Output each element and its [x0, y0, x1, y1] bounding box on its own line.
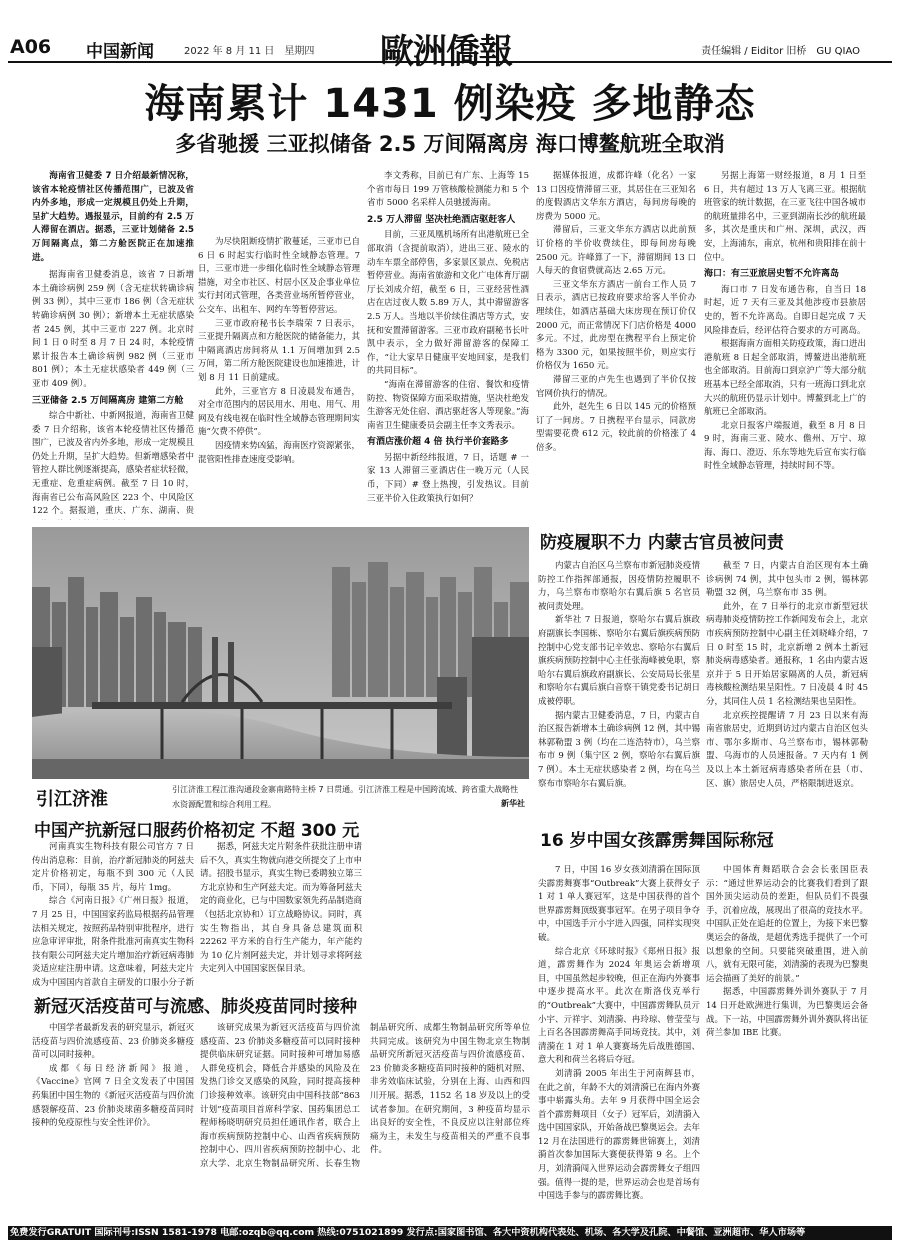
paragraph: 为尽快阻断疫情扩散蔓延，三亚市已自 6 日 6 时起实行临时性全域静态管理。7 日，三亚市进一步细化临时性全域静态管理措施，对全市社区、村居小区及企事业单位实行封闭式管理，各类营业场所暂停营业，公交车、出租车、网约车等暂停营运。	[198, 237, 360, 315]
main-headline: 海南累计 1431 例染疫 多地静态	[144, 81, 756, 127]
paragraph: 刘清漪 2005 年出生于河南辉县市，在此之前，年龄不大的刘清漪已在海内外赛事中崭露头角。去年 9 月获得中国全运会首个霹雳舞项目（女子）冠军后，刘清漪入选中国国家队，开始备战巴黎奥运会。去年 12 月在法国进行的霹雳舞世锦赛上，刘清漪首次参加国际大赛便获得第 9 名。上个月，刘清漪闯入世界运动会霹雳舞女子组四强。值得一提的是，世界运动会也是首场有中国选手参与的霹雳舞比赛。	[538, 1068, 700, 1202]
breakdance-column-2	[706, 864, 868, 1222]
caption-title: 引江济淮	[36, 789, 108, 810]
drug-column-1	[32, 841, 194, 987]
paragraph: 滞留后，三亚文华东方酒店以此前预订价格的半价收费续住，即每间房每晚 2500 元。许峰算了一下，滞留期间 13 口人每天的食宿费就高达 2.65 万元。	[536, 225, 696, 277]
hainan-column-4	[536, 170, 696, 520]
hainan-column-2	[198, 236, 360, 520]
paragraph: 内蒙古自治区乌兰察布市新冠肺炎疫情防控工作指挥部通报，因疫情防控履职不力，乌兰察布市察哈尔右翼后旗 5 名官员被问责处理。	[538, 561, 700, 612]
header-rule	[8, 61, 892, 63]
paragraph: 成都《每日经济新闻》报道，《Vaccine》官网 7 日全文发表了中国国药集团中国生物的《新冠灭活疫苗与四价流感裂解疫苗、23 价肺炎球菌多糖疫苗同时接种的免疫原性与安全性评价》。	[32, 1063, 194, 1129]
paragraph: 海口市 7 日发布通告称，自当日 18 时起，近 7 天有三亚及其他涉疫市县旅居史的，暂不允许离岛。自即日起完成 7 天风险排查后，经评估符合要求的方可离岛。	[704, 284, 866, 336]
paragraph: 北京疾控提醒请 7 月 23 日以来有海南省旅居史，近期到访过内蒙古自治区包头市、鄂尔多斯市、乌兰察布市，锡林郭勒盟、乌海市的人员速报备。7 天内有 1 例及以上本土新冠病毒感染者所在县（市、区、旗）旅居史人员，严格限制进返京。	[706, 710, 868, 789]
subheading: 三亚储备 2.5 万间隔离房 建第二方舱	[32, 395, 184, 406]
caption-text: 引江济淮工程江淮沟通段金寨南路特主桥 7 日贯通。引江济淮工程是中国跨流域、跨省重大战略性水资源配置和综合利用工程。	[172, 785, 519, 809]
paragraph: 据悉，阿兹夫定片附条件获批注册申请后不久，真实生物就向港交所提交了上市申请。招股书显示，真实生物已委聘独立第三方北京协和生产阿兹夫定。而为筹备阿兹夫定的商业化，已与中国数家领先药品制造商（包括北京协和）订立战略协议。同时，真实生物指出，其自身具备总建筑面积 22262 平方米的自行生产能力，年产能约为 10 亿片剂阿兹夫定，并计划寻求将阿兹夫定列入中国国家医保目录。	[200, 842, 362, 975]
paragraph: 中国体育舞蹈联合会会长张国臣表示：“通过世界运动会的比赛我们看到了跟国外顶尖运动员的差距，但队员们不畏强手，沉着应战，展现出了很高的竞技水平。中国队正处在追赶的位置上，为接下来巴黎奥运会的备战，是超优秀选手提供了一个可以想象的空间。只要能突破重围，进入前八，就有无限可能，刘清漪的表现为巴黎奥运会描画了美好的前景。”	[706, 865, 868, 984]
paragraph: 此外，在 7 日举行的北京市新型冠状病毒肺炎疫情防控工作新闻发布会上，北京市疾病预防控制中心副主任刘晓峰介绍，7 日 0 时至 15 时，北京新增 2 例本土新冠肺炎病毒感染者。通报称，1 名由内蒙古返京并于 5 日开始居家隔离的人员，新冠病毒核酸检测结果呈阳性。7 日凌晨 4 时 45 分，其同住人员 1 名检测结果也呈阳性。	[706, 601, 868, 707]
city-bridge-photo	[32, 527, 529, 779]
photo-credit: 新华社	[501, 799, 525, 808]
paragraph: 截至 7 日，内蒙古自治区现有本土确诊病例 74 例，其中包头市 2 例，锡林郭勒盟 32 例，乌兰察布市 35 例。	[706, 561, 868, 599]
paragraph: 另据上海第一财经报道，8 月 1 日至 6 日，共有超过 13 万人飞离三亚。根据航班管家的统计数据，在三亚飞往中国各城市的航班量排名中，三亚到湖南长沙的航班最多，其次是重庆和广州、深圳，武汉，西安，上海浦东，南京，杭州和贵阳排在前十位中。	[704, 171, 866, 263]
inner-mongolia-column-2	[706, 560, 868, 818]
inner-mongolia-column-1	[538, 560, 700, 818]
vaccine-column-2	[200, 1022, 530, 1222]
paragraph: 据悉，中国霹雳舞外训外赛队于 7 月 14 日开赴欧洲进行集训，为巴黎奥运会备战。下一站，中国霹雳舞外训外赛队将出征荷兰参加 IBE 比赛。	[706, 987, 868, 1039]
paragraph: 7 日，中国 16 岁女孩刘清漪在国际顶尖霹雳舞赛事“Outbreak”大赛上获得女子 1 对 1 单人赛冠军，这是中国获得的首个世界霹雳舞顶级赛事冠军。在男子项目争夺中，中国选手亓小宇进入四强，同样实现突破。	[538, 865, 700, 943]
vaccine-column-1	[32, 1022, 194, 1222]
paragraph: “海南在滞留游客的住宿、餐饮和疫情防控、物资保障方面采取措施，坚决杜绝发生游客无处住宿、酒店驱赶客人等现象。”海南省卫生健康委员会副主任李文秀表示。	[367, 379, 529, 431]
drug-column-2	[200, 841, 362, 987]
masthead-logo: 歐洲僑報	[380, 32, 512, 72]
breakdance-headline: 16 岁中国女孩霹雳舞国际称冠	[540, 831, 774, 851]
paragraph: 三亚文华东方酒店一前台工作人员 7 日表示，酒店已按政府要求给客人半价办理续住，如酒店基础大床房现在预订价仅 2000 元，而正常情况下门店价格是 4000 多元。不过，此房型在携程平台上预定价格为 3300 元，如果按照半价，则应实行价格仅为 1650 元。	[536, 279, 696, 372]
paragraph: 据内蒙古卫健委消息，7 日，内蒙古自治区报告新增本土确诊病例 12 例，其中锡林郭勒盟 3 例（均在二连浩特市），乌兰察布市 9 例（集宁区 2 例，察哈尔右翼后旗 7 例）。本土无症状感染者 2 例，均在乌兰察布市察哈尔右翼后旗。	[538, 710, 700, 789]
paragraph: 中国学者最新发表的研究显示，新冠灭活疫苗与四价流感疫苗、23 价肺炎多糖疫苗可以同时接种。	[32, 1023, 194, 1061]
subheading: 海口：有三亚旅居史暂不允许离岛	[704, 269, 840, 280]
paragraph: 目前，三亚凤凰机场所有出港航班已全部取消（含提前取消），进出三亚、陵水的动车车票全部停售，多家景区景点、免税店暂停营业。海南省旅游和文化广电体育厅副厅长刘成介绍，截至 6 日，三亚经营性酒店在店过夜人数 5.89 万人，其中滞留游客 2.5 万人。当地以半价续住酒店等方式，安抚和安置滞留游客。三亚市政府副秘书长叶凯中表示，全力做好滞留游客的保障工作，“让大家早日健康平安地回家，是我们的共同目标”。	[367, 230, 529, 377]
subheading: 2.5 万人滞留 坚决杜绝酒店驱赶客人	[367, 214, 516, 225]
paragraph: 三亚市政府秘书长李瑞荣 7 日表示，三亚提升隔离点和方舱医院的储备能力，其中隔离酒店房间将从 1.1 万间增加到 2.5 万间，第二所方舱医院建设也加速推进，计划 8 月 11 日前建成。	[198, 318, 360, 383]
paragraph: 据媒体报道，成都许峰（化名）一家 13 口因疫情滞留三亚，其居住在三亚知名的度假酒店文华东方酒店，每间房每晚的房费为 5000 元。	[536, 171, 696, 222]
paragraph: 另据中新经纬报道，7 日，话题 # 一家 13 人滞留三亚酒店住一晚万元（人民币，下同）# 登上热搜，引发热议。目前三亚半价入住政策执行如何？	[367, 452, 529, 504]
paragraph: 滞留三亚的卢先生也遇到了半价仅按官网价执行的情况。	[536, 374, 696, 399]
hainan-column-1	[32, 170, 194, 520]
hainan-column-5	[704, 170, 866, 520]
paragraph: 根据海南方面相关防疫政策，海口进出港航班 8 日起全部取消，博鳌进出港航班也全部取消。目前海口到京沪广等大部分航班基本已经全部取消，只有一班海口到北京大兴的航班仍显示计划中。博鳌到北上广的航班已全部取消。	[704, 339, 866, 418]
paragraph: 此外，三亚官方 8 日凌晨发布通告，对全市范围内的居民用水、用电、用气、用网及有线电视在临时性全域静态管理期间实施“欠费不停供”。	[198, 386, 360, 438]
subheading: 有酒店涨价超 4 倍 执行半价套路多	[367, 437, 509, 448]
paragraph: 李文秀称，目前已有广东、上海等 15 个省市每日 199 万管核酸检测能力和 5 个省市 5000 名采样人员驰援海南。	[367, 171, 529, 209]
paragraph: 新华社 7 日报道，察哈尔右翼后旗政府副旗长李国栋、察哈尔右翼后旗疾病预防控制中心党支部书记辛效忠、察哈尔右翼后旗疾病预防控制中心主任张海峰被免职，察哈尔右翼后旗政府副旗长、公安局局长张星和察哈尔右翼后旗白音察干镇党委书记胡日成被停职。	[538, 615, 700, 707]
paragraph: 河南真实生物科技有限公司官方 7 日传出消息称：目前，治疗新冠肺炎的阿兹夫定片价格初定，每瓶不到 300 元（人民币，下同），每瓶 35 片，每片 1mg。	[32, 842, 194, 893]
issue-date: 2022 年 8 月 11 日 星期四	[184, 46, 315, 57]
main-subheadline: 多省驰援 三亚拟储备 2.5 万间隔离房 海口博鳌航班全取消	[175, 132, 725, 156]
paragraph: 因疫情来势凶猛，海南医疗资源紧张，混管阳性排查速度受影响。	[198, 440, 360, 465]
footer-bar: 免费发行GRATUIT 国际刊号:ISSN 1581-1978 电邮:ozqb@qq.com 热线:0751021899 发行点:国家图书馆、各大中资机构代表处、机场、各大学及孔院、中餐馆、亚洲超市、华人市场等	[8, 1226, 892, 1240]
breakdance-column-1	[538, 864, 700, 1222]
vaccine-headline: 新冠灭活疫苗可与流感、肺炎疫苗同时接种	[34, 997, 357, 1017]
hainan-lead: 海南省卫健委 7 日介绍最新情况称，该省本轮疫情社区传播范围广，已波及省内外多地，形成一定规模且仍处上升期，呈扩大趋势。遇报显示，目前约有 2.5 万人滞留在酒店。据悉，三亚计划储备 2.5 万间隔离点，第二方舱医院正在加速推进。	[32, 171, 194, 263]
paragraph: 综合北京《环球时报》《郑州日报》报道，霹雳舞作为 2024 年奥运会新增项目，中国虽然起步较晚，但正在海内外赛事中逐步提高水平。此次在斯洛伐克举行的“Outbreak”大赛中，中国霹雳舞队员亓小宇、亓祥宇、刘清漪、冉玲琼、曾莹莹与上百名各国霹雳舞高手同场竞技。其中，刘清漪在 1 对 1 单人赛赛场先后战胜德国、意大利和荷兰名将后夺冠。	[538, 946, 700, 1066]
drug-price-headline: 中国产抗新冠口服药价格初定 不超 300 元	[34, 821, 360, 841]
paragraph: 北京日报客户端报道，截至 8 月 8 日 9 时，海南三亚、陵水、儋州、万宁、琼海、海口、澄迈、乐东等地先后宣布实行临时性全域静态管理，持续时间不等。	[704, 420, 866, 472]
news-photo	[32, 527, 529, 779]
inner-mongolia-headline: 防疫履职不力 内蒙古官员被问责	[540, 533, 784, 553]
hainan-column-3	[367, 170, 529, 520]
paragraph: 据海南省卫健委消息，该省 7 日新增本土确诊病例 259 例（含无症状转确诊病例 33 例），其中三亚市 186 例（含无症状转确诊病例 30 例）；新增本土无症状感染者 245 例，其中三亚市 227 例。北京时间 1 日 0 时至 8 月 7 日 24 时，本轮疫情累计报告本土确诊病例 982 例（三亚市 801 例）；本土无症状感染者 449 例（三亚市 409 例）。	[32, 270, 194, 389]
paragraph: 综合《河南日报》《广州日报》报道，7 月 25 日，中国国家药监局根据药品管理法相关规定，按照药品特别审批程序，进行应急审评审批，附条件批准河南真实生物科技有限公司阿兹夫定片增加治疗新冠病毒肺炎适应症注册申请。这意味着，阿兹夫定片成为中国国内首款自主研发的口服小分子新	[32, 896, 194, 987]
photo-caption	[32, 779, 529, 815]
paragraph: 综合中新社、中新网报道，海南省卫健委 7 日介绍称，该省本轮疫情社区传播范围广，已波及省内外多地，形成一定规模且仍处上升期，呈扩大趋势。但新增感染者中管控人群比例逐渐提高，感染者症状轻微，无重症、危重症病例。截至 7 日 10 时，海南省已公布高风险区 223 个、中风险区 122 个。据报道，重庆、广东、湖南、贵	[32, 411, 194, 517]
section-name: 中国新闻	[86, 42, 154, 62]
paragraph: 此外，赵先生 6 日以 145 元的价格预订了一间房。7 日携程平台显示，同款房型需要花费 612 元，较此前的价格涨了 4 倍多。	[536, 402, 696, 453]
page-header	[0, 0, 900, 72]
paragraph: 该研究成果为新冠灭活疫苗与四价流感疫苗、23 价肺炎多糖疫苗可以同时接种提供临床研究证据。同时接种可增加易感人群免疫机会，降低合并感染的风险及在发热门诊交叉感染的风险，同时提高接种门诊接种效率。该研究由中国科技部“863 计划”疫苗项目首席科学家、国药集团总工程师杨晓明研究员担任通讯作者，联合上海市疾病预防控制中心、山西省疾病预防控制中心、四川省疾病预防控制中心、北京大学、北京生物制品研究所、长春生物制品研究所、成都生物制品研究所等单位共同完成。该研究为中国生物北京生物制品研究所新冠灭活疫苗与四价流感疫苗、23 价肺炎多糖疫苗同时接种的随机对照、非劣效临床试验，分别在上海、山西和四川开展。据悉，1152 名 18 岁及以上的受试者参加。在研究期间，3 种疫苗均显示出良好的安全性，不良反应以注射部位疼痛为主，未发生与疫苗相关的严重不良事件。	[200, 1023, 530, 1169]
page-number: A06	[10, 36, 52, 58]
editor-credit: 责任编辑 / Eiditor 旧桥 GU QIAO	[701, 46, 860, 57]
